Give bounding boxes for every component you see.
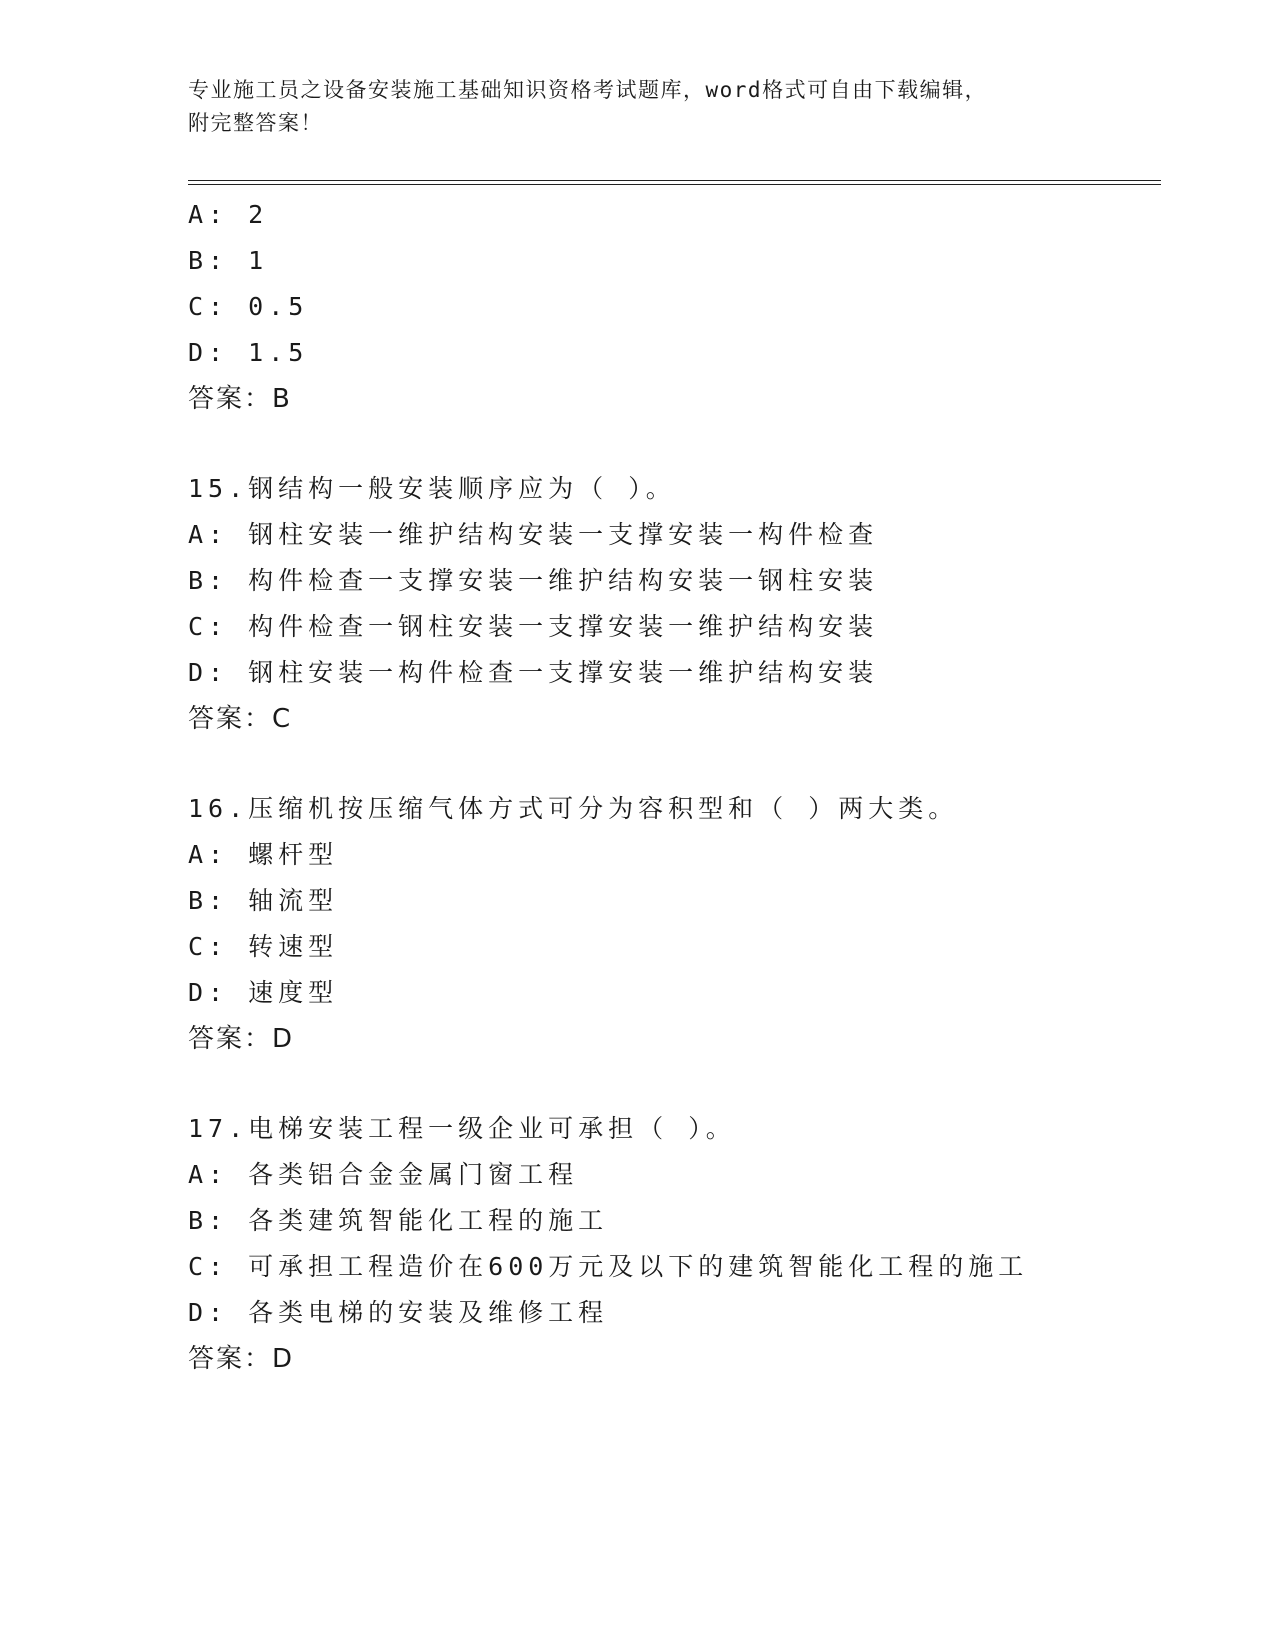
- question-spacer: [188, 1062, 1188, 1106]
- question-text: 16.压缩机按压缩气体方式可分为容积型和（ ）两大类。: [188, 794, 959, 823]
- option-a: A: 钢柱安装一维护结构安装一支撑安装一构件检查: [188, 520, 879, 549]
- option-c: C: 可承担工程造价在600万元及以下的建筑智能化工程的施工: [188, 1252, 1029, 1281]
- header-line-2: 附完整答案！: [188, 111, 323, 135]
- option-a: A: 2: [188, 200, 269, 229]
- option-a: A: 各类铝合金金属门窗工程: [188, 1160, 579, 1189]
- option-c: C: 转速型: [188, 932, 339, 961]
- question-text: 15.钢结构一般安装顺序应为（ ）。: [188, 474, 676, 503]
- option-c: C: 0.5: [188, 292, 309, 321]
- question-spacer: [188, 422, 1188, 466]
- answer: 答案：D: [188, 1024, 295, 1054]
- header-divider-top: [188, 180, 1161, 181]
- option-d: D: 各类电梯的安装及维修工程: [188, 1298, 609, 1327]
- question-list: [188, 192, 1188, 1382]
- option-b: B: 各类建筑智能化工程的施工: [188, 1206, 609, 1235]
- option-b: B: 轴流型: [188, 886, 339, 915]
- answer: 答案：D: [188, 1344, 295, 1374]
- option-d: D: 速度型: [188, 978, 339, 1007]
- header-line-1: 专业施工员之设备安装施工基础知识资格考试题库，word格式可自由下载编辑，: [188, 78, 988, 102]
- question-15: [188, 466, 1188, 742]
- option-c: C: 构件检查一钢柱安装一支撑安装一维护结构安装: [188, 612, 879, 641]
- document-header: [188, 74, 1088, 140]
- question-17: [188, 1106, 1188, 1382]
- option-d: D: 1.5: [188, 338, 309, 367]
- question-text: 17.电梯安装工程一级企业可承担（ ）。: [188, 1114, 736, 1143]
- header-divider-bottom: [188, 184, 1161, 185]
- option-b: B: 1: [188, 246, 269, 275]
- question-14: [188, 192, 1188, 422]
- answer: 答案：C: [188, 704, 293, 734]
- option-a: A: 螺杆型: [188, 840, 339, 869]
- answer: 答案：B: [188, 384, 292, 414]
- option-d: D: 钢柱安装一构件检查一支撑安装一维护结构安装: [188, 658, 879, 687]
- question-spacer: [188, 742, 1188, 786]
- option-b: B: 构件检查一支撑安装一维护结构安装一钢柱安装: [188, 566, 879, 595]
- question-16: [188, 786, 1188, 1062]
